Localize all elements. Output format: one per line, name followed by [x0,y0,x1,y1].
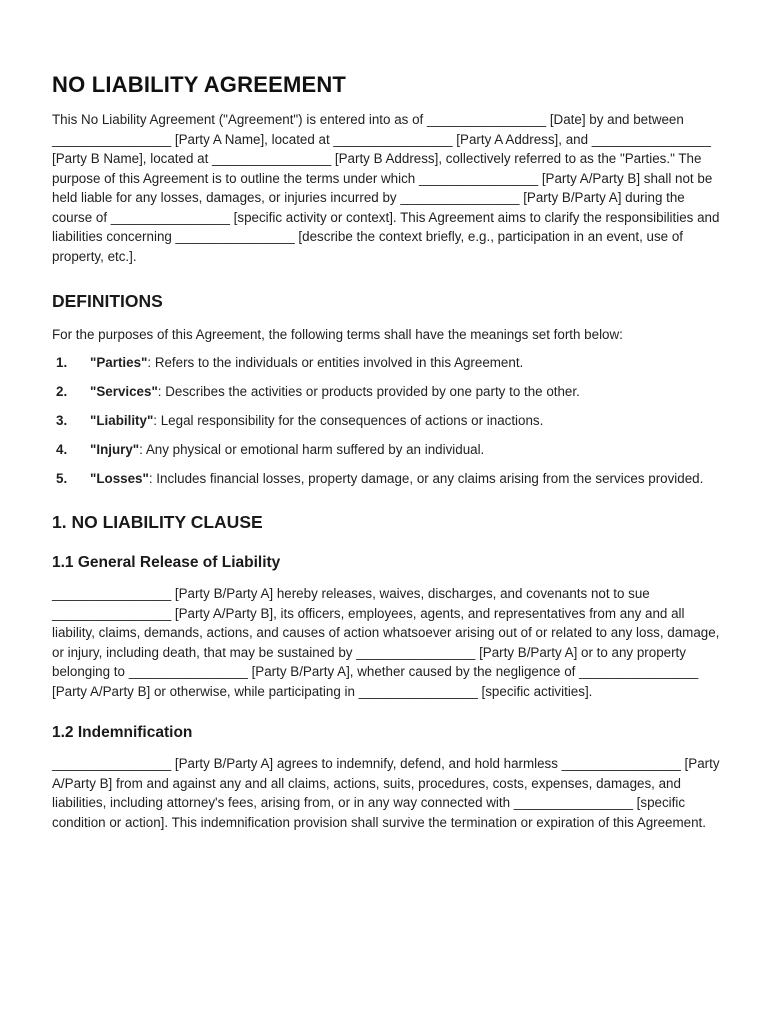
definition-term: "Liability" [90,412,154,428]
definition-number: 1. [56,354,68,370]
definition-text: : Refers to the individuals or entities involved in this Agreement. [147,354,524,370]
definitions-list [52,353,720,489]
definition-number: 5. [56,470,68,486]
definition-number: 3. [56,412,68,428]
section-1-1-body: ________________ [Party B/Party A] hereby releases, waives, discharges, and covenants not to sue ________________ [Party A/Party B], its officers, employees, agents, and representatives from any and all liability, claims, demands, actions, and causes of action whatsoever arising out of or related to any loss, damage, or injury, including death, that may be sustained by ________________ [Party B/Party A] or to any property belonging to ________________ [Party B/Party A], whether caused by the negligence of ________________ [Party A/Party B] or otherwise, while participating in ________________ [specific activities]. [52,586,720,699]
definition-text: : Legal responsibility for the consequences of actions or inactions. [153,412,544,428]
definition-number: 4. [56,441,68,457]
definition-term: "Services" [90,383,158,399]
definition-term: "Parties" [90,354,148,370]
definition-item [52,411,720,431]
definition-item [52,353,720,373]
section-1-1-heading: 1.1 General Release of Liability [52,554,281,571]
definitions-lead: For the purposes of this Agreement, the following terms shall have the meanings set forth below: [52,327,623,342]
document-page [52,72,720,832]
definition-item [52,469,720,489]
definition-text: : Includes financial losses, property damage, or any claims arising from the services provided. [148,470,704,486]
definition-text: : Describes the activities or products provided by one party to the other. [157,383,580,399]
definition-text: : Any physical or emotional harm suffered by an individual. [139,441,485,457]
section-1-heading: 1. NO LIABILITY CLAUSE [52,512,263,532]
definition-term: "Injury" [90,441,140,457]
definitions-heading: DEFINITIONS [52,291,163,311]
section-1-2-body: ________________ [Party B/Party A] agrees to indemnify, defend, and hold harmless ________________ [Party A/Party B] from and against any and all claims, actions, suits, procedures, costs, expenses, damages, and liabilities, including attorney's fees, arising from, or in any way connected with ________________ [specific condition or action]. This indemnification provision shall survive the termination or expiration of this Agreement. [52,756,720,830]
definition-item [52,382,720,402]
definition-item [52,440,720,460]
document-title: NO LIABILITY AGREEMENT [52,72,347,97]
intro-paragraph: This No Liability Agreement ("Agreement") is entered into as of ________________ [Date] by and between ________________ [Party A Name], located at ________________ [Party A Address], and ________________ [Party B Name], located at ________________ [Party B Address], collectively referred to as the "Parties." The purpose of this Agreement is to outline the terms under which ________________ [Party A/Party B] shall not be held liable for any losses, damages, or injuries incurred by ________________ [Party B/Party A] during the course of ________________ [specific activity or context]. This Agreement aims to clarify the responsibilities and liabilities concerning ________________ [describe the context briefly, e.g., participation in an event, use of property, etc.]. [52,112,720,264]
section-1-2-heading: 1.2 Indemnification [52,724,193,741]
definition-term: "Losses" [90,470,149,486]
definition-number: 2. [56,383,68,399]
